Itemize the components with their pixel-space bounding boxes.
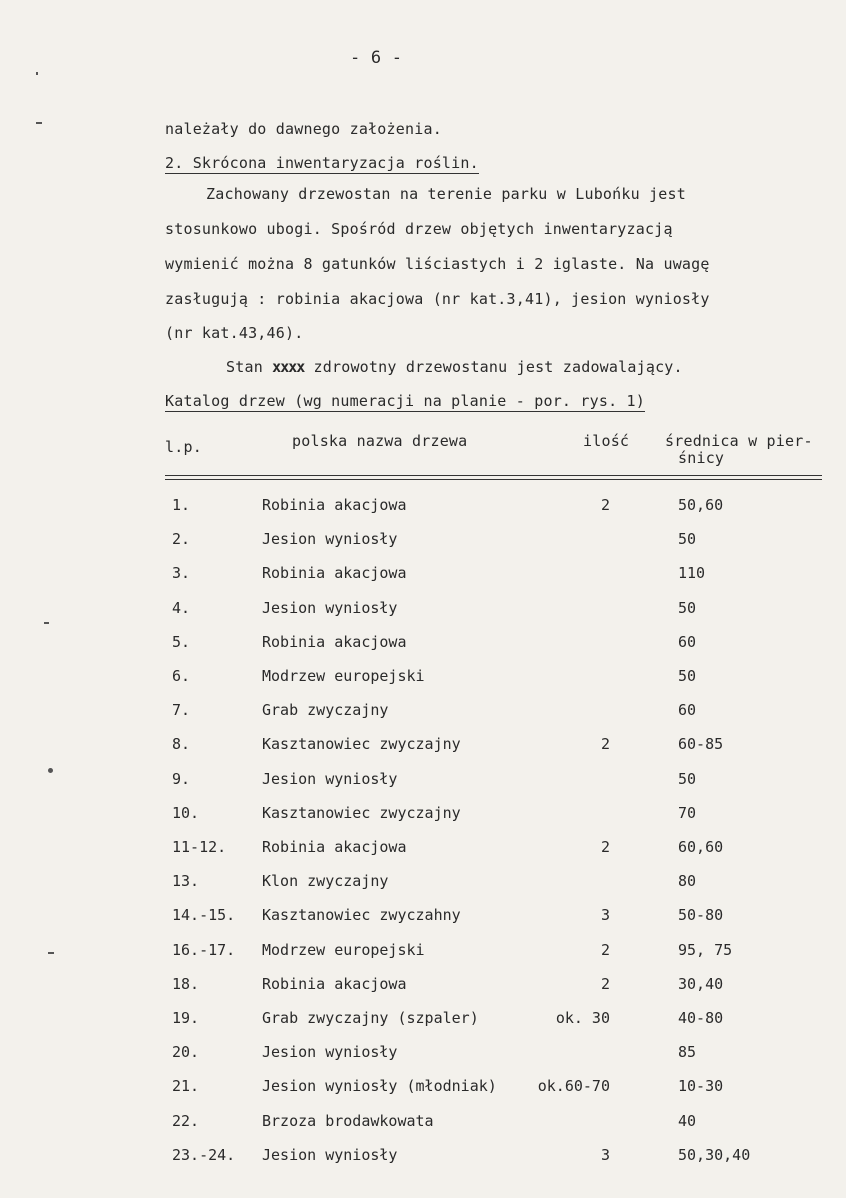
cell-tree-name: Kasztanowiec zwyczajny (262, 735, 461, 753)
cell-lp: 19. (172, 1009, 200, 1027)
cell-diameter: 110 (678, 564, 706, 582)
cell-lp: 2. (172, 530, 191, 548)
cell-tree-name: Jesion wyniosły (młodniak) (262, 1077, 497, 1095)
cell-tree-name: Robinia akacjowa (262, 564, 407, 582)
header-name: polska nazwa drzewa (292, 432, 468, 450)
cell-lp: 4. (172, 599, 191, 617)
paragraph-line: zasługują : robinia akacjowa (nr kat.3,41), jesion wyniosły (165, 290, 710, 308)
margin-mark (36, 72, 38, 75)
paragraph-line: Zachowany drzewostan na terenie parku w Lubońku jest (206, 185, 686, 203)
margin-dot (48, 768, 53, 773)
section-heading: 2. Skrócona inwentaryzacja roślin. (165, 154, 479, 172)
cell-tree-name: Robinia akacjowa (262, 975, 407, 993)
cell-tree-name: Kasztanowiec zwyczajny (262, 804, 461, 822)
cell-diameter: 50,30,40 (678, 1146, 751, 1164)
status-line (226, 358, 683, 376)
cell-diameter: 50 (678, 770, 697, 788)
cell-diameter: 50 (678, 530, 697, 548)
cell-tree-name: Klon zwyczajny (262, 872, 389, 890)
paragraph-line: (nr kat.43,46). (165, 324, 304, 342)
cell-tree-name: Robinia akacjowa (262, 496, 407, 514)
status-prefix: Stan (226, 358, 263, 376)
intro-line: należały do dawnego założenia. (165, 120, 442, 138)
cell-diameter: 40-80 (678, 1009, 724, 1027)
cell-quantity: ok.60-70 (537, 1077, 610, 1095)
cell-quantity: ok. 30 (555, 1009, 610, 1027)
cell-lp: 3. (172, 564, 191, 582)
cell-tree-name: Grab zwyczajny (szpaler) (262, 1009, 479, 1027)
header-rule (165, 479, 822, 480)
cell-lp: 22. (172, 1112, 200, 1130)
cell-tree-name: Jesion wyniosły (262, 1146, 398, 1164)
margin-mark (36, 122, 42, 124)
cell-diameter: 70 (678, 804, 697, 822)
cell-lp: 5. (172, 633, 191, 651)
catalog-heading: Katalog drzew (wg numeracji na planie - por. rys. 1) (165, 392, 645, 410)
status-suffix: zdrowotny drzewostanu jest zadowalający. (313, 358, 683, 376)
cell-tree-name: Jesion wyniosły (262, 770, 398, 788)
cell-lp: 6. (172, 667, 191, 685)
cell-diameter: 10-30 (678, 1077, 724, 1095)
cell-quantity: 3 (600, 906, 610, 924)
cell-lp: 18. (172, 975, 200, 993)
cell-lp: 7. (172, 701, 191, 719)
cell-tree-name: Kasztanowiec zwyczahny (262, 906, 461, 924)
cell-diameter: 80 (678, 872, 697, 890)
cell-diameter: 50-80 (678, 906, 724, 924)
page-number: - 6 - (350, 48, 403, 68)
header-lp: l.p. (165, 438, 202, 456)
cell-diameter: 60 (678, 701, 697, 719)
cell-tree-name: Jesion wyniosły (262, 530, 398, 548)
struck-word: xxxx (272, 358, 305, 376)
header-qty: ilość (583, 432, 630, 450)
cell-lp: 21. (172, 1077, 200, 1095)
cell-tree-name: Modrzew europejski (262, 667, 425, 685)
cell-lp: 16.-17. (172, 941, 236, 959)
cell-diameter: 60,60 (678, 838, 724, 856)
cell-tree-name: Robinia akacjowa (262, 633, 407, 651)
cell-tree-name: Jesion wyniosły (262, 1043, 398, 1061)
header-diameter-cont: śnicy (678, 449, 725, 467)
cell-quantity: 2 (600, 975, 610, 993)
cell-diameter: 60-85 (678, 735, 724, 753)
cell-diameter: 50,60 (678, 496, 724, 514)
cell-lp: 9. (172, 770, 191, 788)
cell-quantity: 2 (600, 735, 610, 753)
cell-lp: 1. (172, 496, 191, 514)
paragraph-line: wymienić można 8 gatunków liściastych i 2 iglaste. Na uwagę (165, 255, 710, 273)
cell-lp: 20. (172, 1043, 200, 1061)
cell-tree-name: Grab zwyczajny (262, 701, 389, 719)
cell-quantity: 2 (600, 496, 610, 514)
cell-diameter: 50 (678, 599, 697, 617)
cell-diameter: 50 (678, 667, 697, 685)
cell-lp: 23.-24. (172, 1146, 236, 1164)
cell-quantity: 2 (600, 838, 610, 856)
cell-lp: 11-12. (172, 838, 227, 856)
cell-tree-name: Jesion wyniosły (262, 599, 398, 617)
cell-diameter: 30,40 (678, 975, 724, 993)
cell-lp: 14.-15. (172, 906, 236, 924)
cell-tree-name: Modrzew europejski (262, 941, 425, 959)
cell-diameter: 85 (678, 1043, 697, 1061)
cell-tree-name: Robinia akacjowa (262, 838, 407, 856)
margin-mark (44, 622, 49, 624)
cell-quantity: 2 (600, 941, 610, 959)
cell-diameter: 40 (678, 1112, 697, 1130)
cell-diameter: 95, 75 (678, 941, 733, 959)
cell-diameter: 60 (678, 633, 697, 651)
cell-lp: 13. (172, 872, 200, 890)
margin-mark (48, 952, 54, 954)
header-rule (165, 475, 822, 476)
cell-lp: 10. (172, 804, 200, 822)
cell-lp: 8. (172, 735, 191, 753)
header-diameter: średnica w pier- (665, 432, 813, 450)
paragraph-line: stosunkowo ubogi. Spośród drzew objętych inwentaryzacją (165, 220, 673, 238)
cell-quantity: 3 (600, 1146, 610, 1164)
cell-tree-name: Brzoza brodawkowata (262, 1112, 434, 1130)
